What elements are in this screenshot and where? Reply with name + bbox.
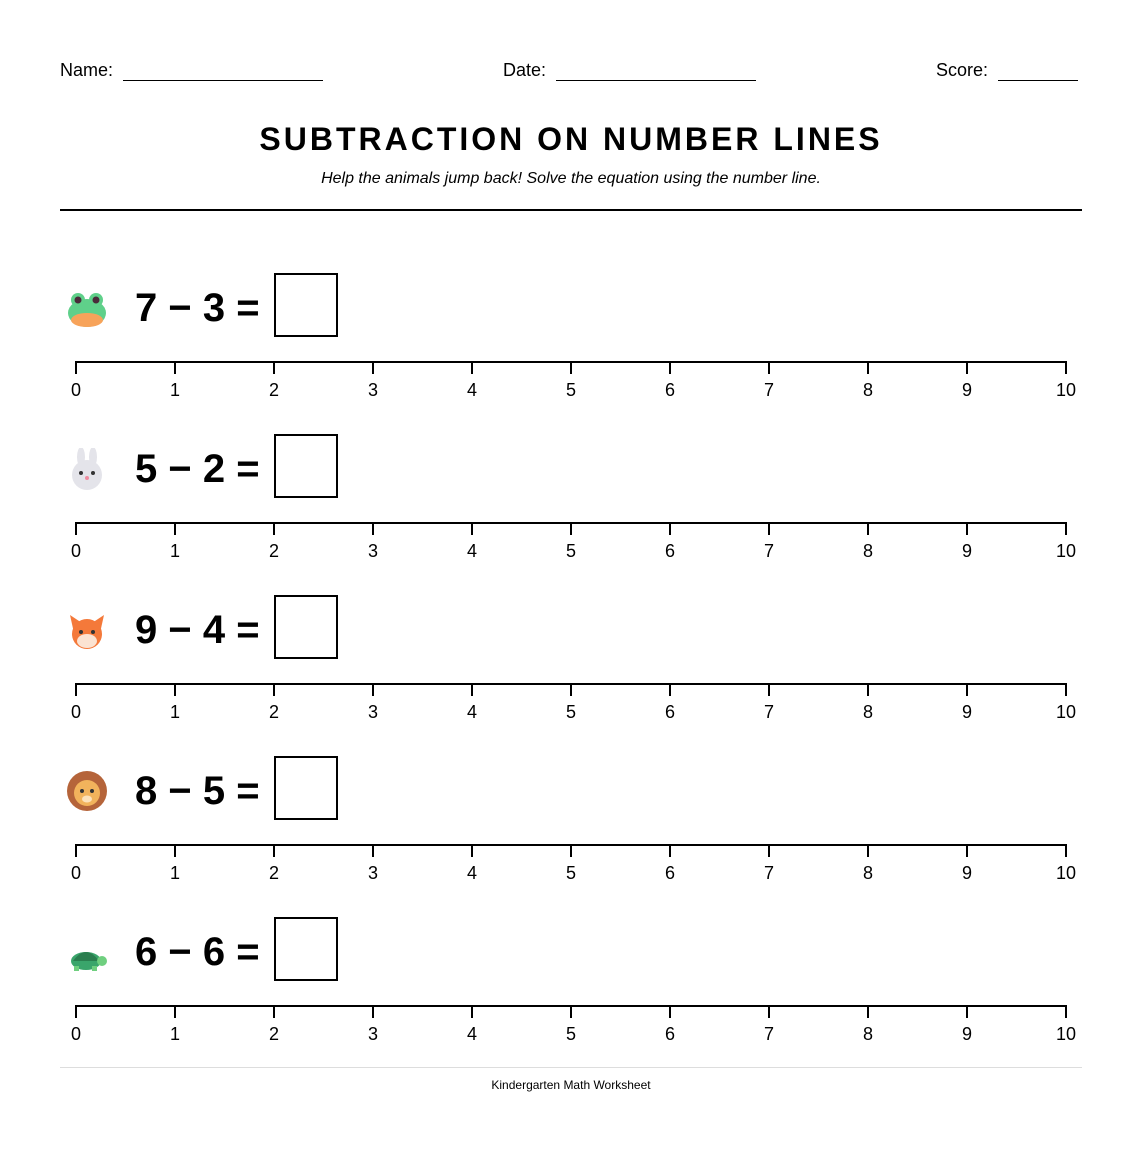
problem-4 (0, 756, 1142, 917)
number-line-tick (273, 361, 275, 374)
number-line-label: 0 (70, 863, 81, 883)
number-line-label: 8 (862, 541, 873, 561)
frog-icon (66, 287, 108, 329)
number-line-tick (1065, 361, 1067, 374)
turtle-icon (66, 931, 108, 973)
number-line-label: 8 (862, 380, 873, 400)
footer-divider (60, 1067, 1082, 1068)
number-line-tick (768, 522, 770, 535)
number-line-label: 7 (763, 1024, 774, 1044)
number-line-label: 9 (961, 1024, 972, 1044)
number-line-tick (669, 1005, 671, 1018)
number-line-tick (372, 361, 374, 374)
number-line-label: 2 (268, 863, 279, 883)
number-line-tick (471, 1005, 473, 1018)
number-line-tick (174, 361, 176, 374)
equation: 5 − 2 = (135, 447, 260, 491)
number-line-tick (570, 522, 572, 535)
number-line-tick (768, 1005, 770, 1018)
answer-box[interactable] (274, 434, 338, 498)
number-line-label: 2 (268, 702, 279, 722)
number-line-label: 8 (862, 702, 873, 722)
number-line-tick (273, 683, 275, 696)
date-line[interactable] (556, 64, 756, 81)
number-line-label: 2 (268, 1024, 279, 1044)
number-line-tick (966, 1005, 968, 1018)
number-line-tick (1065, 1005, 1067, 1018)
name-line[interactable] (123, 64, 323, 81)
number-line-label: 1 (169, 702, 180, 722)
number-line-tick (570, 361, 572, 374)
answer-box[interactable] (274, 917, 338, 981)
score-field[interactable] (936, 60, 1078, 81)
number-line-tick (471, 844, 473, 857)
number-line-tick (768, 844, 770, 857)
number-line-label: 4 (466, 541, 477, 561)
number-line-label: 4 (466, 863, 477, 883)
number-line-label: 6 (664, 541, 675, 561)
problem-5 (0, 917, 1142, 1078)
page-title: SUBTRACTION ON NUMBER LINES (259, 121, 883, 157)
number-line-tick (273, 844, 275, 857)
number-line-tick (174, 683, 176, 696)
number-line-label: 10 (1055, 702, 1077, 722)
number-line-tick (867, 683, 869, 696)
lion-icon (66, 770, 108, 812)
page-subtitle: Help the animals jump back! Solve the equation using the number line. (321, 170, 821, 187)
score-line[interactable] (998, 64, 1078, 81)
number-line-tick (768, 361, 770, 374)
number-line-label: 3 (367, 380, 378, 400)
number-line-label: 10 (1055, 541, 1077, 561)
number-line-label: 3 (367, 702, 378, 722)
number-line-tick (1065, 683, 1067, 696)
number-line-tick (372, 1005, 374, 1018)
name-label: Name: (60, 60, 114, 80)
number-line-label: 8 (862, 1024, 873, 1044)
number-line-tick (867, 361, 869, 374)
number-line-tick (174, 522, 176, 535)
number-line-tick (372, 683, 374, 696)
date-label: Date: (503, 60, 547, 80)
number-line-tick (570, 844, 572, 857)
equation: 9 − 4 = (135, 608, 260, 652)
number-line-label: 4 (466, 702, 477, 722)
date-field[interactable] (503, 60, 756, 81)
number-line-tick (669, 361, 671, 374)
number-line-label: 10 (1055, 380, 1077, 400)
number-line-tick (372, 844, 374, 857)
number-line-label: 1 (169, 380, 180, 400)
number-line-tick (966, 844, 968, 857)
number-line-label: 5 (565, 1024, 576, 1044)
number-line-tick (273, 522, 275, 535)
number-line-label: 1 (169, 541, 180, 561)
number-line-tick (669, 522, 671, 535)
number-line-tick (372, 522, 374, 535)
number-line-label: 2 (268, 380, 279, 400)
footer-text: Kindergarten Math Worksheet (491, 1078, 651, 1092)
fox-icon (66, 609, 108, 651)
header-divider (60, 209, 1082, 211)
number-line-label: 9 (961, 863, 972, 883)
number-line-label: 9 (961, 702, 972, 722)
answer-box[interactable] (274, 273, 338, 337)
number-line-label: 9 (961, 541, 972, 561)
number-line-label: 5 (565, 863, 576, 883)
number-line-label: 6 (664, 863, 675, 883)
number-line-tick (471, 361, 473, 374)
score-label: Score: (936, 60, 989, 80)
number-line-tick (1065, 522, 1067, 535)
number-line-label: 10 (1055, 1024, 1077, 1044)
number-line-tick (669, 844, 671, 857)
number-line-label: 6 (664, 380, 675, 400)
number-line-label: 0 (70, 1024, 81, 1044)
number-line-label: 7 (763, 380, 774, 400)
number-line-tick (174, 844, 176, 857)
number-line-tick (966, 522, 968, 535)
number-line-tick (966, 361, 968, 374)
number-line-tick (867, 522, 869, 535)
number-line-label: 3 (367, 863, 378, 883)
number-line-tick (867, 844, 869, 857)
number-line-label: 7 (763, 541, 774, 561)
number-line-label: 4 (466, 1024, 477, 1044)
number-line-tick (273, 1005, 275, 1018)
number-line-tick (768, 683, 770, 696)
number-line-tick (570, 683, 572, 696)
number-line-label: 5 (565, 380, 576, 400)
number-line-tick (174, 1005, 176, 1018)
number-line-label: 3 (367, 1024, 378, 1044)
number-line-tick (1065, 844, 1067, 857)
equation: 8 − 5 = (135, 769, 260, 813)
number-line-label: 0 (70, 541, 81, 561)
number-line-label: 0 (70, 702, 81, 722)
answer-box[interactable] (274, 756, 338, 820)
number-line-label: 10 (1055, 863, 1077, 883)
number-line-label: 2 (268, 541, 279, 561)
number-line-tick (570, 1005, 572, 1018)
number-line-label: 7 (763, 702, 774, 722)
number-line-tick (471, 683, 473, 696)
number-line-label: 7 (763, 863, 774, 883)
number-line-label: 0 (70, 380, 81, 400)
number-line-tick (867, 1005, 869, 1018)
number-line-tick (75, 844, 77, 857)
number-line-tick (966, 683, 968, 696)
number-line-label: 4 (466, 380, 477, 400)
number-line-label: 3 (367, 541, 378, 561)
number-line-label: 9 (961, 380, 972, 400)
problem-2 (0, 434, 1142, 595)
equation: 7 − 3 = (135, 286, 260, 330)
number-line-label: 6 (664, 702, 675, 722)
number-line-label: 6 (664, 1024, 675, 1044)
answer-box[interactable] (274, 595, 338, 659)
number-line-label: 1 (169, 1024, 180, 1044)
number-line-label: 8 (862, 863, 873, 883)
number-line-tick (75, 683, 77, 696)
number-line-label: 5 (565, 702, 576, 722)
number-line-label: 5 (565, 541, 576, 561)
problem-1 (0, 273, 1142, 434)
number-line-tick (471, 522, 473, 535)
rabbit-icon (66, 448, 108, 490)
number-line-label: 1 (169, 863, 180, 883)
number-line-tick (75, 1005, 77, 1018)
problem-3 (0, 595, 1142, 756)
number-line-tick (75, 361, 77, 374)
equation: 6 − 6 = (135, 930, 260, 974)
name-field[interactable] (60, 60, 323, 81)
number-line-tick (75, 522, 77, 535)
number-line-tick (669, 683, 671, 696)
